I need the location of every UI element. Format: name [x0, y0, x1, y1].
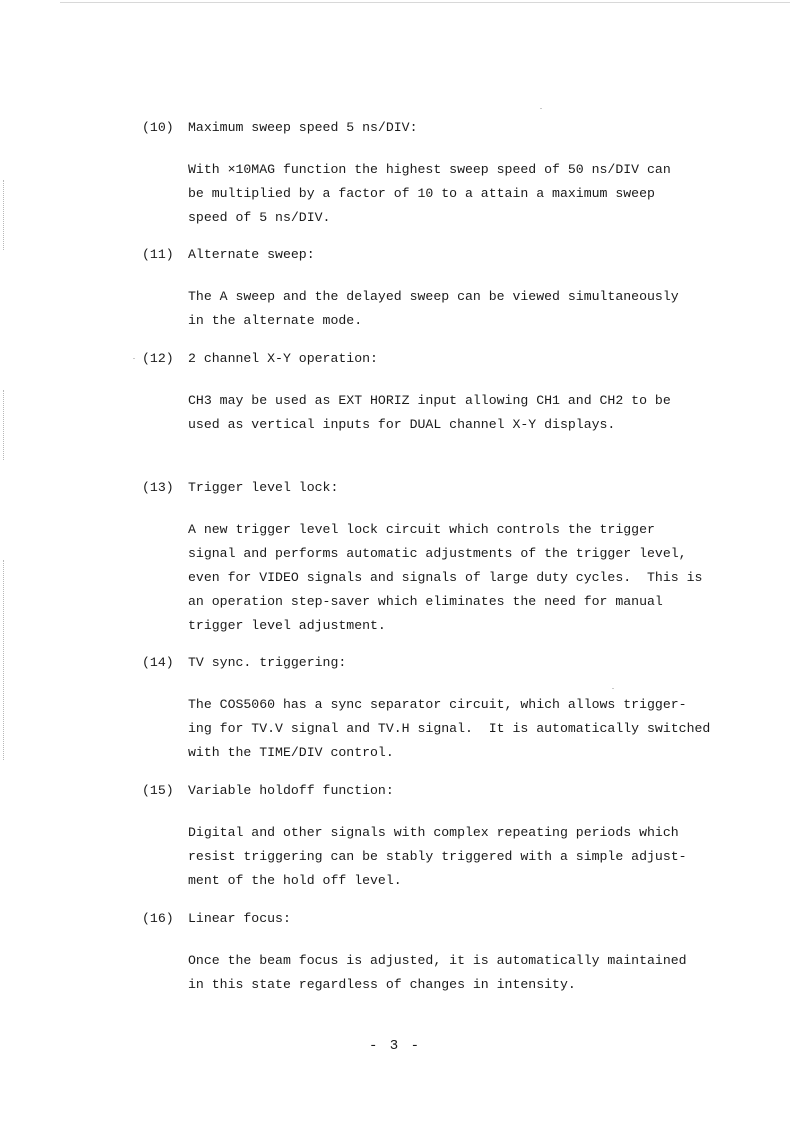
list-item: [142, 909, 732, 997]
body-line: an operation step-saver which eliminates the need for manual: [188, 594, 663, 609]
body-line: be multiplied by a factor of 10 to a attain a maximum sweep: [188, 186, 655, 201]
body-line: ment of the hold off level.: [188, 873, 402, 888]
body-line: A new trigger level lock circuit which controls the trigger: [188, 522, 655, 537]
item-heading-row: [142, 349, 732, 369]
page-number: - 3 -: [368, 1038, 421, 1054]
body-line: The A sweep and the delayed sweep can be viewed simultaneously: [188, 289, 679, 304]
scan-speck: [133, 358, 135, 359]
item-number: (12): [142, 351, 174, 366]
list-item: [142, 349, 732, 437]
body-line: CH3 may be used as EXT HORIZ input allowing CH1 and CH2 to be: [188, 393, 671, 408]
item-heading-row: [142, 245, 732, 265]
item-body: [188, 949, 732, 997]
item-body: [188, 821, 732, 893]
item-number: (14): [142, 655, 174, 670]
body-line: in this state regardless of changes in intensity.: [188, 977, 576, 992]
list-item: [142, 781, 732, 893]
item-number: (13): [142, 480, 174, 495]
body-line: in the alternate mode.: [188, 313, 363, 328]
body-line: Once the beam focus is adjusted, it is automatically maintained: [188, 953, 687, 968]
body-line: With ×10MAG function the highest sweep speed of 50 ns/DIV can: [188, 162, 671, 177]
margin-scan-marks: [3, 180, 6, 250]
item-heading: Trigger level lock:: [188, 480, 339, 495]
body-line: Digital and other signals with complex repeating periods which: [188, 825, 679, 840]
item-heading-row: [142, 653, 732, 673]
top-edge-rule: [60, 2, 790, 3]
body-line: speed of 5 ns/DIV.: [188, 210, 331, 225]
item-number: (10): [142, 120, 174, 135]
item-body: [188, 518, 732, 638]
item-number: (16): [142, 911, 174, 926]
body-line: signal and performs automatic adjustments of the trigger level,: [188, 546, 687, 561]
item-heading-row: [142, 118, 732, 138]
item-heading: TV sync. triggering:: [188, 655, 347, 670]
body-line: trigger level adjustment.: [188, 618, 386, 633]
item-heading-row: [142, 781, 732, 801]
margin-scan-marks: [3, 390, 6, 460]
list-item: [142, 118, 732, 230]
item-body: [188, 693, 732, 765]
body-line: used as vertical inputs for DUAL channel X-Y displays.: [188, 417, 616, 432]
item-heading: 2 channel X-Y operation:: [188, 351, 378, 366]
margin-scan-marks: [3, 560, 6, 760]
item-heading: Alternate sweep:: [188, 247, 315, 262]
item-heading: Linear focus:: [188, 911, 291, 926]
list-item: [142, 245, 732, 333]
body-line: even for VIDEO signals and signals of large duty cycles. This is: [188, 570, 703, 585]
body-line: resist triggering can be stably triggered with a simple adjust-: [188, 849, 687, 864]
list-item: [142, 478, 732, 638]
body-line: The COS5060 has a sync separator circuit, which allows trigger-: [188, 697, 687, 712]
item-body: [188, 285, 732, 333]
item-heading-row: [142, 478, 732, 498]
scan-speck: [540, 108, 542, 109]
item-heading: Maximum sweep speed 5 ns/DIV:: [188, 120, 418, 135]
item-number: (11): [142, 247, 174, 262]
item-body: [188, 389, 732, 437]
body-line: with the TIME/DIV control.: [188, 745, 394, 760]
list-item: [142, 653, 732, 765]
item-body: [188, 158, 732, 230]
item-number: (15): [142, 783, 174, 798]
body-line: ing for TV.V signal and TV.H signal. It is automatically switched: [188, 721, 711, 736]
item-heading-row: [142, 909, 732, 929]
item-heading: Variable holdoff function:: [188, 783, 394, 798]
